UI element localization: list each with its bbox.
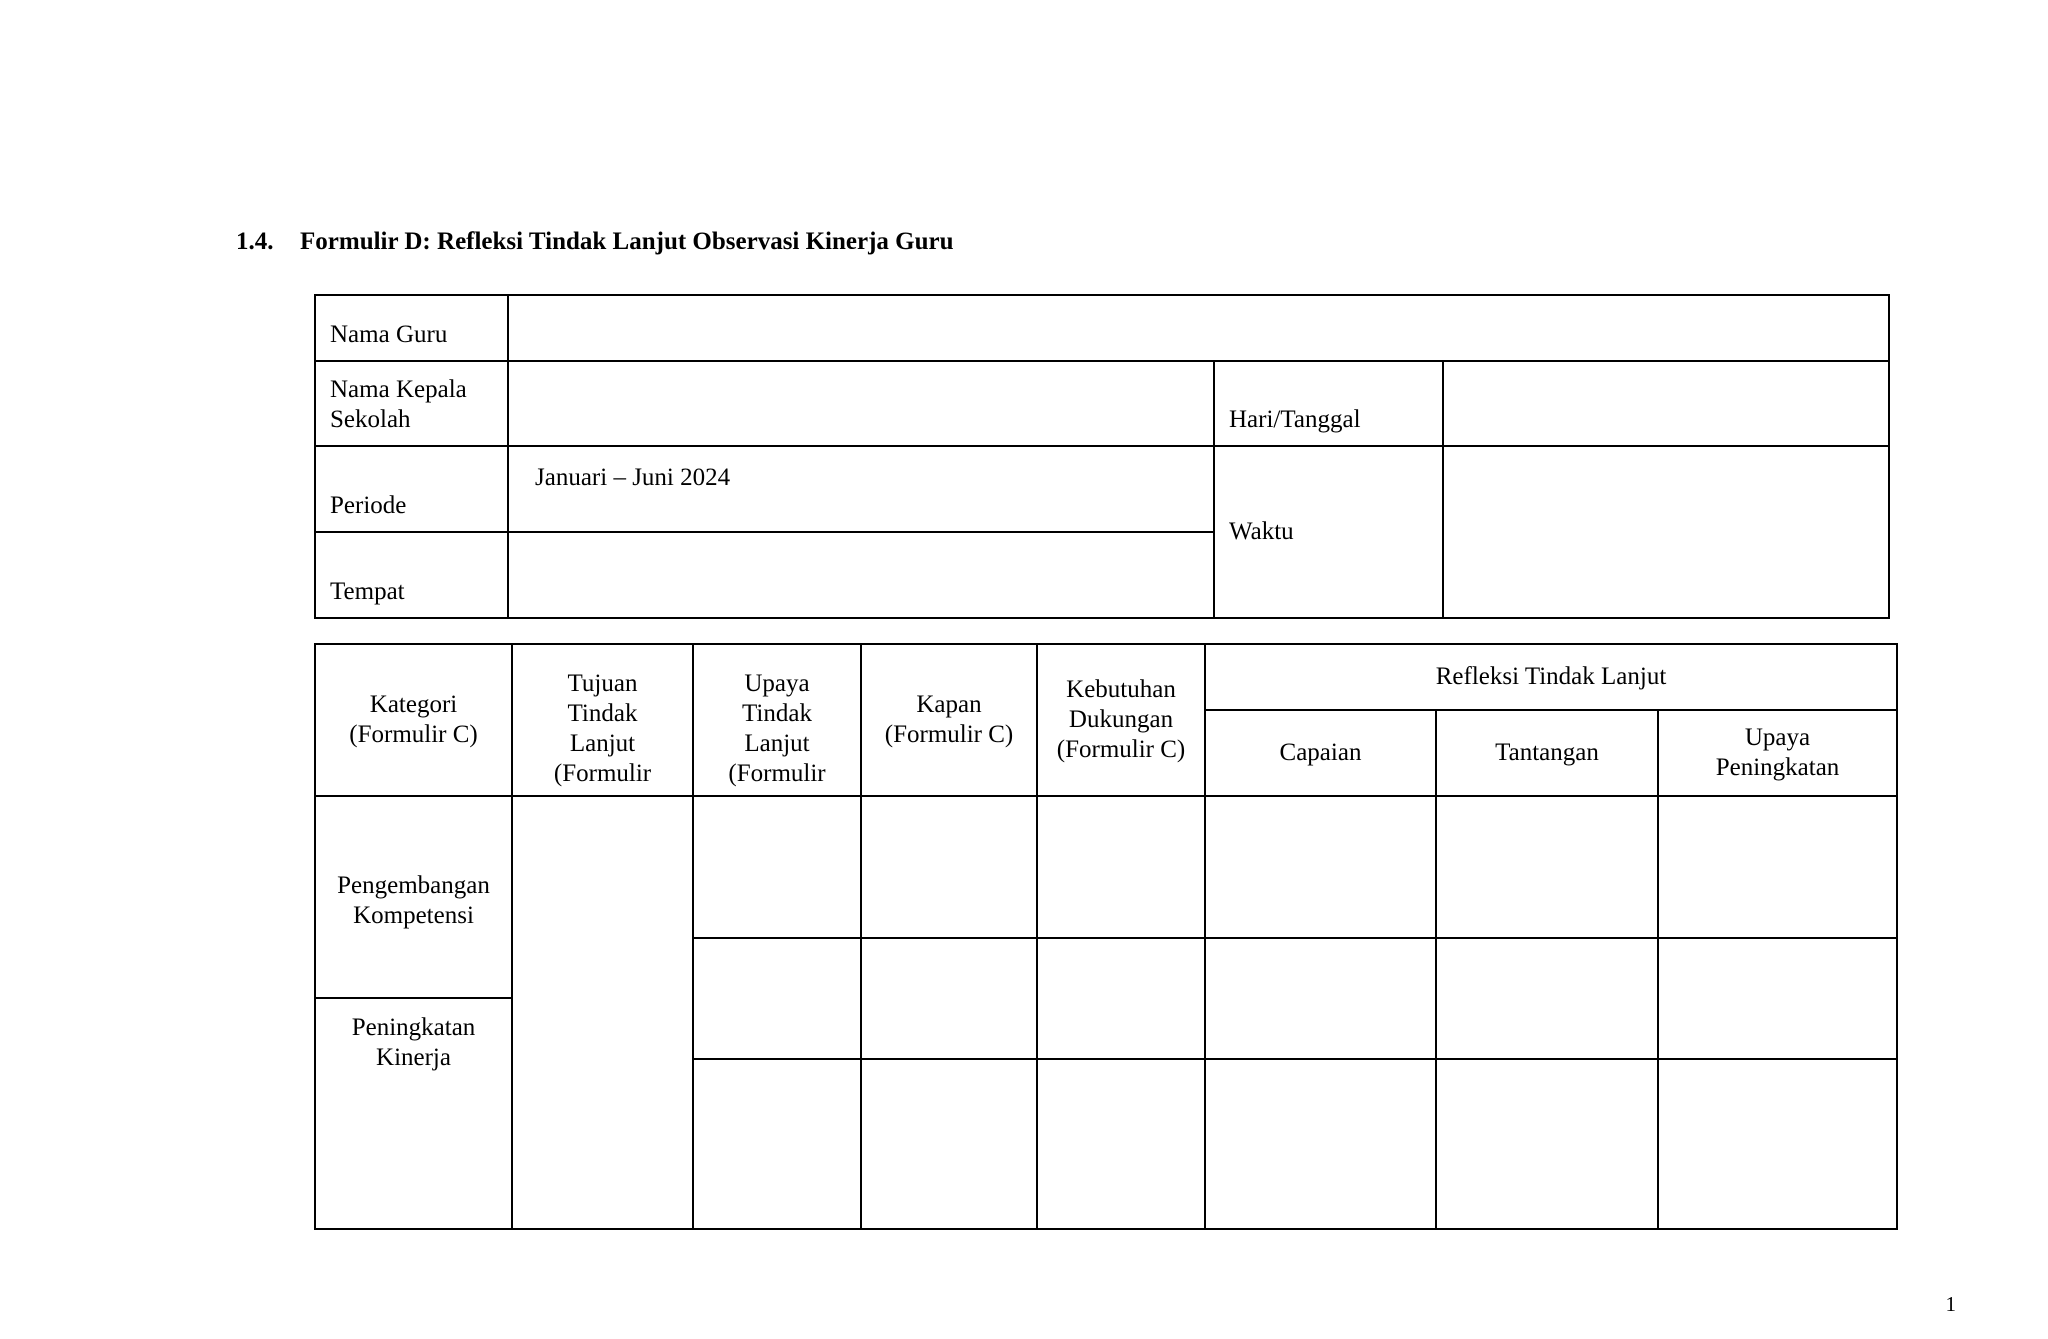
periode-value: Januari – Juni 2024 bbox=[535, 464, 731, 491]
periode-field[interactable] bbox=[508, 446, 1214, 532]
category-peningkatan-kinerja: Peningkatan Kinerja bbox=[315, 998, 512, 1229]
page-number: 1 bbox=[1945, 1292, 1956, 1316]
table-cell[interactable] bbox=[861, 1059, 1037, 1229]
table-cell[interactable] bbox=[693, 1059, 861, 1229]
table-cell[interactable] bbox=[1037, 796, 1205, 938]
reflection-table bbox=[314, 643, 1898, 1230]
tempat-field[interactable] bbox=[508, 532, 1214, 618]
header-upaya: Upaya Tindak Lanjut (Formulir bbox=[693, 644, 861, 796]
section-heading bbox=[236, 228, 954, 256]
tujuan-cell[interactable] bbox=[512, 796, 693, 1229]
table-cell[interactable] bbox=[861, 796, 1037, 938]
table-cell[interactable] bbox=[693, 938, 861, 1059]
table-cell[interactable] bbox=[1205, 938, 1436, 1059]
nama-guru-label: Nama Guru bbox=[315, 295, 508, 361]
hari-tanggal-label: Hari/Tanggal bbox=[1214, 361, 1443, 446]
table-cell[interactable] bbox=[1658, 938, 1897, 1059]
table-cell[interactable] bbox=[1658, 1059, 1897, 1229]
table-cell[interactable] bbox=[1658, 796, 1897, 938]
header-tantangan: Tantangan bbox=[1436, 710, 1658, 796]
waktu-label: Waktu bbox=[1214, 446, 1443, 618]
section-title: Formulir D: Refleksi Tindak Lanjut Observasi Kinerja Guru bbox=[300, 228, 954, 255]
header-capaian: Capaian bbox=[1205, 710, 1436, 796]
category-pengembangan-kompetensi: Pengembangan Kompetensi bbox=[315, 796, 512, 998]
table-cell[interactable] bbox=[1037, 1059, 1205, 1229]
section-number: 1.4. bbox=[236, 228, 274, 255]
hari-tanggal-field[interactable] bbox=[1443, 361, 1889, 446]
nama-kepala-field[interactable] bbox=[508, 361, 1214, 446]
header-upaya-peningkatan: Upaya Peningkatan bbox=[1658, 710, 1897, 796]
header-tujuan: Tujuan Tindak Lanjut (Formulir bbox=[512, 644, 693, 796]
table-cell[interactable] bbox=[1205, 796, 1436, 938]
info-table bbox=[314, 294, 1890, 619]
table-cell[interactable] bbox=[1205, 1059, 1436, 1229]
tempat-label: Tempat bbox=[315, 532, 508, 618]
header-kapan: Kapan (Formulir C) bbox=[861, 644, 1037, 796]
table-cell[interactable] bbox=[1436, 796, 1658, 938]
header-kebutuhan: Kebutuhan Dukungan (Formulir C) bbox=[1037, 644, 1205, 796]
table-cell[interactable] bbox=[1436, 938, 1658, 1059]
periode-label: Periode bbox=[315, 446, 508, 532]
table-cell[interactable] bbox=[693, 796, 861, 938]
table-cell[interactable] bbox=[1436, 1059, 1658, 1229]
table-cell[interactable] bbox=[1037, 938, 1205, 1059]
header-refleksi-group: Refleksi Tindak Lanjut bbox=[1205, 644, 1897, 710]
nama-kepala-label: Nama Kepala Sekolah bbox=[315, 361, 508, 446]
nama-guru-field[interactable] bbox=[508, 295, 1889, 361]
waktu-field[interactable] bbox=[1443, 446, 1889, 618]
table-cell[interactable] bbox=[861, 938, 1037, 1059]
header-kategori: Kategori (Formulir C) bbox=[315, 644, 512, 796]
